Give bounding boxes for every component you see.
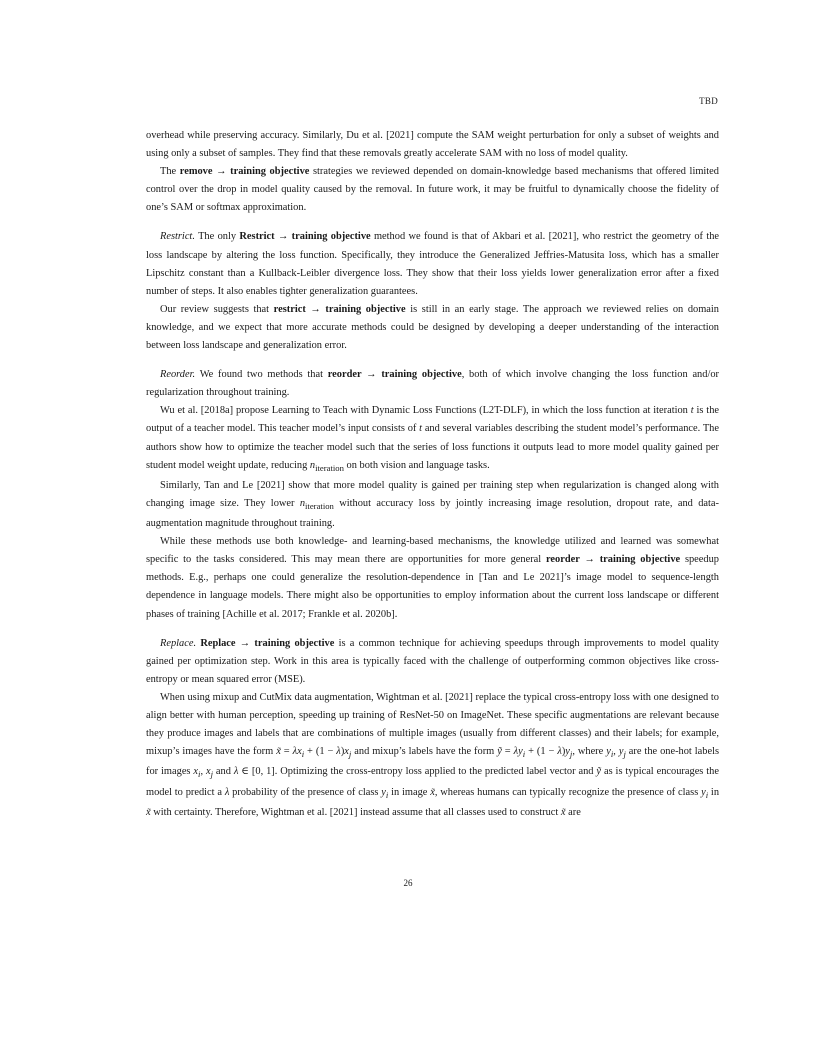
paragraph: The remove → training objective strategies we reviewed depended on domain-knowledge based mechanisms that offered limited control over the drop in model quality caused by the removal. In future work, it may be fruitful to dynamically choose the fidelity of one’s SAM or softmax approximation.: [146, 166, 719, 214]
paragraph: While these methods use both knowledge- and learning-based mechanisms, the knowledge utilized and learned was somewhat specific to the tasks considered. This may mean there are opportunities for more general reorder → training objective speedup methods. E.g., perhaps one could generalize the resolution-dependence in [Tan and Le 2021]’s image model to sequence-length dependence in language models. There might also be opportunities to employ information about the current loss landscape or different phases of training [Achille et al. 2017; Frankle et al. 2020b].: [146, 536, 719, 620]
paragraph: Similarly, Tan and Le [2021] show that more model quality is gained per training step when regularization is changed along with changing image size. They lower $n_{iteration}$ without accuracy loss by jointly increasing image resolution, dropout rate, and data-augmentation magnitude throughout training.: [146, 479, 719, 530]
body-text: [146, 127, 719, 822]
paragraph: When using mixup and CutMix data augmentation, Wightman et al. [2021] replace the typical cross-entropy loss with one designed to align better with human perception, speeding up training of ResNet-50 on ImageNet. These specific augmentations are relevant because they produce images and labels that are combinations of multiple images (usually from different classes) and their labels; for example, mixup’s images have the form x̃ = $\lambda x_i + (1 - \lambda)x_j$ and mixup’s labels have the form ỹ = $\lambda y_i + (1 - \lambda)y_j$, where $y_i$, $y_j$ are the one-hot labels for images $x_i$, $x_j$ and λ ∈ [0, 1]. Optimizing the cross-entropy loss applied to the predicted label vector and ỹ as is typical encourages the model to predict a λ probability of the presence of class $y_i$ in image x̃, whereas humans can typically recognize the presence of class $y_i$ in x̃ with certainty. Therefore, Wightman et al. [2021] instead assume that all classes used to construct x̃ are: [146, 691, 720, 818]
paragraph: Restrict. The only Restrict → training objective method we found is that of Akbari et al. [2021], who restrict the geometry of the loss landscape by altering the loss function. Specifically, they introduce the Generalized Jeffries-Matusita loss, which has a smaller Lipschitz constant than a Kullback-Leibler divergence loss. They show that their loss yields lower generalization error after a fixed number of steps. It also enables tighter generalization guarantees.: [146, 231, 720, 297]
paragraph: Wu et al. [2018a] propose Learning to Teach with Dynamic Loss Functions (L2T-DLF), in which the loss function at iteration t is the output of a teacher model. This teacher model’s input consists of t and several variables describing the student model’s performance. The authors show how to optimize the teacher model such that the series of loss functions it outputs lead to more model quality gained per student model weight update, reducing $n_{iteration}$ on both vision and language tasks.: [146, 405, 719, 473]
section-runin-heading: Reorder.: [160, 369, 196, 381]
paragraph: overhead while preserving accuracy. Similarly, Du et al. [2021] compute the SAM weight perturbation for only a subset of weights and using only a subset of samples. They find that these removals greatly accelerate SAM with no loss of model quality.: [146, 130, 719, 160]
paragraph: Our review suggests that restrict → training objective is still in an early stage. The approach we reviewed relies on domain knowledge, and we expect that more accurate methods could be designed by developing a deeper understanding of the interaction between loss landscape and generalization error.: [146, 303, 719, 352]
section-runin-heading: Replace.: [160, 637, 197, 649]
paragraph: Replace. Replace → training objective is a common technique for achieving speedups through improvements to model quality gained per optimization step. Work in this area is typically faced with the challenge of outperforming common objectives like cross-entropy or mean squared error (MSE).: [146, 637, 719, 685]
running-head: TBD: [699, 96, 718, 106]
paragraph: Reorder. We found two methods that reorder → training objective, both of which involve changing the loss function and/or regularization throughout training.: [146, 369, 719, 399]
page-number: 26: [403, 878, 413, 888]
section-runin-heading: Restrict.: [160, 231, 195, 243]
